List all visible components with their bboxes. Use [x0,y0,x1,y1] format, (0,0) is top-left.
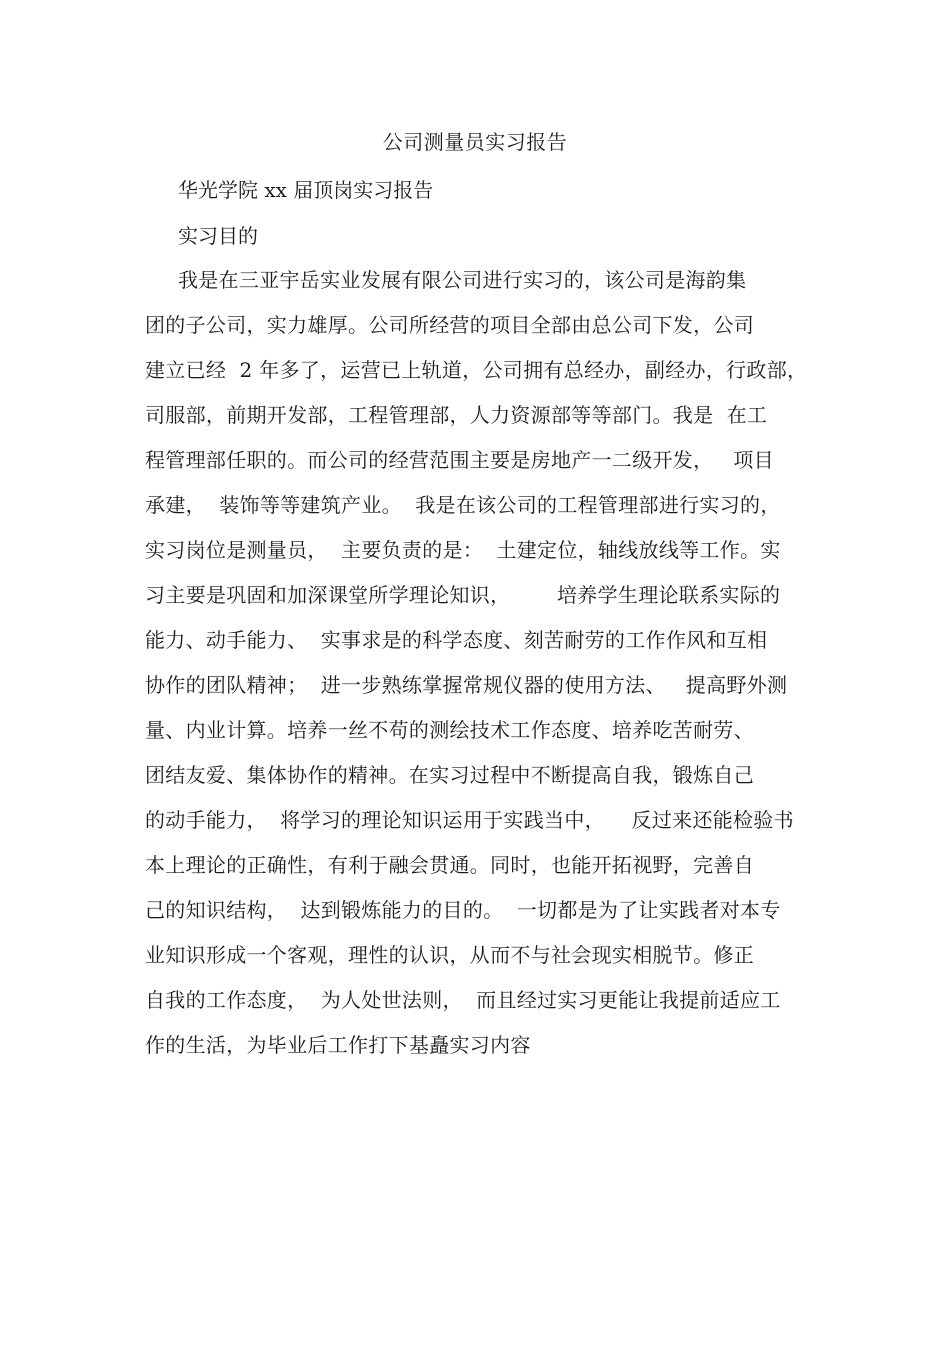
section-heading: 实习目的 [178,224,258,248]
paragraph-line: 业知识形成一个客观，理性的认识，从而不与社会现实相脱节。修正 [145,943,754,967]
paragraph-line: 实习岗位是测量员， 主要负责的是： 土建定位，轴线放线等工作。实 [145,538,781,562]
document-subtitle: 华光学院 xx 届顶岗实习报告 [178,178,434,202]
paragraph-line: 本上理论的正确性，有利于融会贯通。同时，也能开拓视野，完善自 [145,853,754,877]
document-title: 公司测量员实习报告 [382,130,568,154]
paragraph-line: 己的知识结构， 达到锻炼能力的目的。 一切都是为了让实践者对本专 [145,898,781,922]
paragraph-line: 程管理部任职的。而公司的经营范围主要是房地产一二级开发， 项目 [145,448,774,472]
paragraph-line: 作的生活，为毕业后工作打下基矗实习内容 [145,1033,531,1057]
paragraph-line: 团的子公司，实力雄厚。公司所经营的项目全部由总公司下发，公司 [145,313,754,337]
paragraph-line: 司服部，前期开发部，工程管理部，人力资源部等等部门。我是 在工 [145,403,768,427]
paragraph-line: 我是在三亚宇岳实业发展有限公司进行实习的，该公司是海韵集 [178,268,747,292]
paragraph-line: 建立已经 2 年多了，运营已上轨道，公司拥有总经办，副经办，行政部， [145,358,808,382]
paragraph-line: 能力、动手能力、 实事求是的科学态度、刻苦耐劳的工作作风和互相 [145,628,768,652]
paragraph-line: 自我的工作态度， 为人处世法则， 而且经过实习更能让我提前适应工 [145,988,781,1012]
paragraph-line: 团结友爱、集体协作的精神。在实习过程中不断提高自我，锻炼自己 [145,763,754,787]
paragraph-line: 协作的团队精神； 进一步熟练掌握常规仪器的使用方法、 提高野外测 [145,673,788,697]
paragraph-line: 习主要是巩固和加深课堂所学理论知识， 培养学生理论联系实际的 [145,583,781,607]
paragraph-line: 量、内业计算。培养一丝不苟的测绘技术工作态度、培养吃苦耐劳、 [145,718,754,742]
paragraph-line: 的动手能力， 将学习的理论知识运用于实践当中， 反过来还能检验书 [145,808,794,832]
paragraph-line: 承建， 装饰等等建筑产业。 我是在该公司的工程管理部进行实习的， [145,493,781,517]
